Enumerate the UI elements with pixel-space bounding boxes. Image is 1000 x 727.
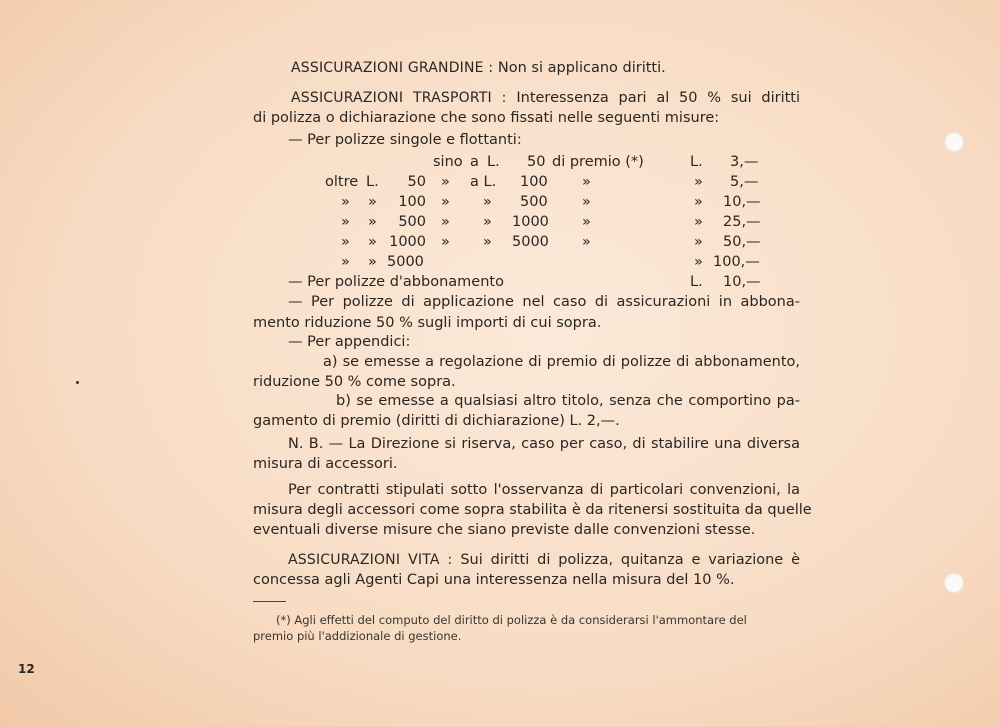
footnote-rule: [253, 601, 286, 602]
table-row-4-c9: 50,—: [723, 234, 761, 250]
table-row-3-c3: 500: [398, 214, 426, 230]
appendici-b-line2: gamento di premio (diritti di dichiarazione) L. 2,—.: [253, 413, 620, 429]
table-row-0-c2: sino: [433, 154, 463, 170]
table-row-5-c2: »: [368, 254, 377, 270]
table-row-3-c2: »: [368, 214, 377, 230]
footnote-line1: (*) Agli effetti del computo del diritto di polizza è da considerarsi l'ammontare del: [276, 613, 747, 627]
table-row-1-c3: 50: [407, 174, 426, 190]
table-row-1-c1: oltre: [325, 174, 359, 190]
table-row-0-c3: a: [470, 154, 479, 170]
abbonamento-amount: 10,—: [723, 274, 761, 290]
table-row-2-c6: 500: [520, 194, 548, 210]
nb-line1: N. B. — La Direzione si riserva, caso per caso, di stabilire una diversa: [288, 436, 800, 452]
table-row-5-c1: »: [341, 254, 350, 270]
table-row-2-c5: »: [483, 194, 492, 210]
table-row-5-c9: 100,—: [713, 254, 760, 270]
table-row-3-c5: »: [483, 214, 492, 230]
trasporti-text1: Interessenza pari al 50 % sui diritti: [516, 90, 801, 106]
table-row-1-c9: 5,—: [730, 174, 759, 190]
table-row-0-c6: di premio (*): [552, 154, 644, 170]
nb-line2: misura di accessori.: [253, 456, 398, 472]
table-row-5-c8: »: [694, 254, 703, 270]
table-row-4-c4: »: [441, 234, 450, 250]
table-row-3-c1: »: [341, 214, 350, 230]
footnote-line2: premio più l'addizionale di gestione.: [253, 629, 462, 643]
contratti-line2: misura degli accessori come sopra stabilita è da ritenersi sostituita da quelle: [253, 502, 812, 518]
table-row-1-c5: a L.: [470, 174, 497, 190]
table-row-4-c6: 5000: [512, 234, 549, 250]
table-row-3-c4: »: [441, 214, 450, 230]
grandine-line: [291, 59, 666, 77]
vita-heading: ASSICURAZIONI VITA :: [288, 552, 453, 568]
table-row-2-c2: »: [368, 194, 377, 210]
appendici-title: — Per appendici:: [288, 334, 411, 350]
binder-hole-top: [944, 132, 964, 152]
table-row-4-c8: »: [694, 234, 703, 250]
appendici-a-line2: riduzione 50 % come sopra.: [253, 374, 456, 390]
appendici-b-line1: b) se emesse a qualsiasi altro titolo, senza che comportino pa-: [336, 393, 800, 409]
table-row-3-c7: »: [582, 214, 591, 230]
appendici-a-line1: a) se emesse a regolazione di premio di polizze di abbonamento,: [323, 354, 800, 370]
binder-hole-bottom: [944, 573, 964, 593]
table-row-0-c5: 50: [527, 154, 546, 170]
table-row-1-c6: 100: [520, 174, 548, 190]
page-number: 12: [18, 662, 35, 676]
vita-line2: concessa agli Agenti Capi una interessenza nella misura del 10 %.: [253, 572, 735, 588]
applicazione-line2: mento riduzione 50 % sugli importi di cui sopra.: [253, 315, 602, 331]
table-row-1-c8: »: [694, 174, 703, 190]
table-row-5-c3: 5000: [387, 254, 424, 270]
vita-text1: Sui diritti di polizza, quitanza e variazione è: [460, 552, 801, 568]
table-row-4-c3: 1000: [389, 234, 426, 250]
table-row-1-c7: »: [582, 174, 591, 190]
table-row-2-c7: »: [582, 194, 591, 210]
table-row-2-c1: »: [341, 194, 350, 210]
trasporti-heading: ASSICURAZIONI TRASPORTI :: [291, 90, 507, 106]
table-row-0-c8: 3,—: [730, 154, 759, 170]
table-row-2-c3: 100: [398, 194, 426, 210]
trasporti-line2: di polizza o dichiarazione che sono fissati nelle seguenti misure:: [253, 110, 720, 126]
table-row-3-c9: 25,—: [723, 214, 761, 230]
table-row-4-c2: »: [368, 234, 377, 250]
abbonamento-currency: L.: [690, 274, 703, 290]
table-row-2-c9: 10,—: [723, 194, 761, 210]
table-row-2-c4: »: [441, 194, 450, 210]
singole-title: — Per polizze singole e flottanti:: [288, 132, 522, 148]
table-row-2-c8: »: [694, 194, 703, 210]
abbonamento-label: — Per polizze d'abbonamento: [288, 274, 504, 290]
table-row-0-c7: L.: [690, 154, 703, 170]
table-row-1-c4: »: [441, 174, 450, 190]
table-row-4-c5: »: [483, 234, 492, 250]
table-row-4-c7: »: [582, 234, 591, 250]
contratti-line3: eventuali diverse misure che siano previste dalle convenzioni stesse.: [253, 522, 756, 538]
table-row-3-c6: 1000: [512, 214, 549, 230]
table-row-0-c4: L.: [487, 154, 500, 170]
table-row-1-c2: L.: [366, 174, 379, 190]
applicazione-line1: — Per polizze di applicazione nel caso di assicurazioni in abbona-: [288, 294, 800, 310]
table-row-4-c1: »: [341, 234, 350, 250]
grandine-text: Non si applicano diritti.: [497, 60, 666, 76]
contratti-line1: Per contratti stipulati sotto l'osservanza di particolari convenzioni, la: [288, 482, 800, 498]
table-row-3-c8: »: [694, 214, 703, 230]
vita-line1: [253, 551, 800, 569]
grandine-heading: ASSICURAZIONI GRANDINE :: [291, 60, 494, 76]
trasporti-line1: [253, 89, 800, 107]
paper-speck: [76, 381, 79, 384]
